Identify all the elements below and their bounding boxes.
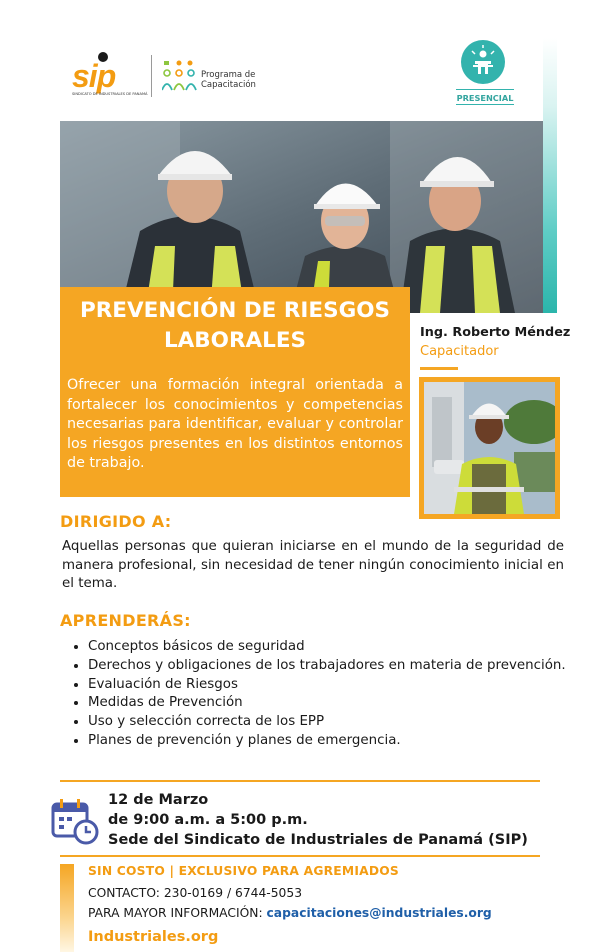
instructor-photo (424, 382, 555, 514)
presencial-divider-top (456, 89, 514, 90)
decorative-teal-bar (543, 38, 557, 313)
audience-text: Aquellas personas que quieran iniciarse en el mundo de la seguridad de manera profesional, sin necesidad de tener ningún conocimiento inicial en el tema. (62, 539, 564, 592)
learn-item: • Evaluación de Riesgos (88, 676, 578, 695)
instructor-name: Ing. Roberto Méndez (420, 325, 571, 340)
contact-phones: CONTACTO: 230-0169 / 6744-5053 (88, 886, 303, 900)
info-label: PARA MAYOR INFORMACIÓN: (88, 906, 267, 920)
learn-item: • Conceptos básicos de seguridad (88, 638, 578, 657)
hero-photo-workers (60, 121, 543, 313)
audience-heading: DIRIGIDO A: (60, 512, 172, 531)
course-title: PREVENCIÓN DE RIESGOS LABORALES (79, 298, 390, 353)
learn-item: • Derechos y obligaciones de los trabajadores en materia de prevención. (88, 657, 578, 676)
presencial-badge (461, 40, 505, 84)
decorative-orange-bar (60, 864, 74, 952)
instructor-underline (420, 367, 458, 370)
learn-item: • Planes de prevención y planes de emergencia. (88, 732, 578, 751)
course-intro: Ofrecer una formación integral orientada a fortalecer los conocimientos y competencias necesarias para identificar, evaluar y controlar los riesgos presentes en los distintos entornos de trabajo. (67, 377, 403, 471)
learn-item: • Uso y selección correcta de los EPP (88, 713, 578, 732)
presencial-divider-bottom (456, 104, 514, 105)
info-email-link[interactable]: capacitaciones@industriales.org (266, 906, 492, 920)
event-venue: Sede del Sindicato de Industriales de Panamá (SIP) (108, 832, 528, 849)
learn-heading: APRENDERÁS: (60, 611, 191, 630)
event-date: 12 de Marzo (108, 792, 209, 808)
website-link[interactable]: Industriales.org (88, 929, 219, 945)
instructor-role: Capacitador (420, 344, 499, 359)
learn-item: • Medidas de Prevención (88, 694, 578, 713)
cost-label: SIN COSTO | EXCLUSIVO PARA AGREMIADOS (88, 864, 399, 878)
divider-top (60, 780, 540, 782)
program-people-icon (162, 60, 198, 92)
program-title: Programa de Capacitación (201, 70, 256, 90)
sip-logo (72, 52, 148, 98)
sip-logo-text: sip (72, 58, 116, 94)
presencial-label: PRESENCIAL (456, 93, 514, 103)
info-line (88, 906, 492, 920)
presencial-person-icon (461, 40, 505, 84)
header-divider (151, 55, 152, 97)
event-time: de 9:00 a.m. a 5:00 p.m. (108, 812, 308, 829)
divider-bottom (60, 855, 540, 857)
calendar-clock-icon (50, 796, 100, 846)
sip-logo-subtitle: SINDICATO DE INDUSTRIALES DE PANAMÁ (72, 92, 148, 96)
learn-list (66, 638, 578, 751)
event-details (108, 790, 528, 851)
